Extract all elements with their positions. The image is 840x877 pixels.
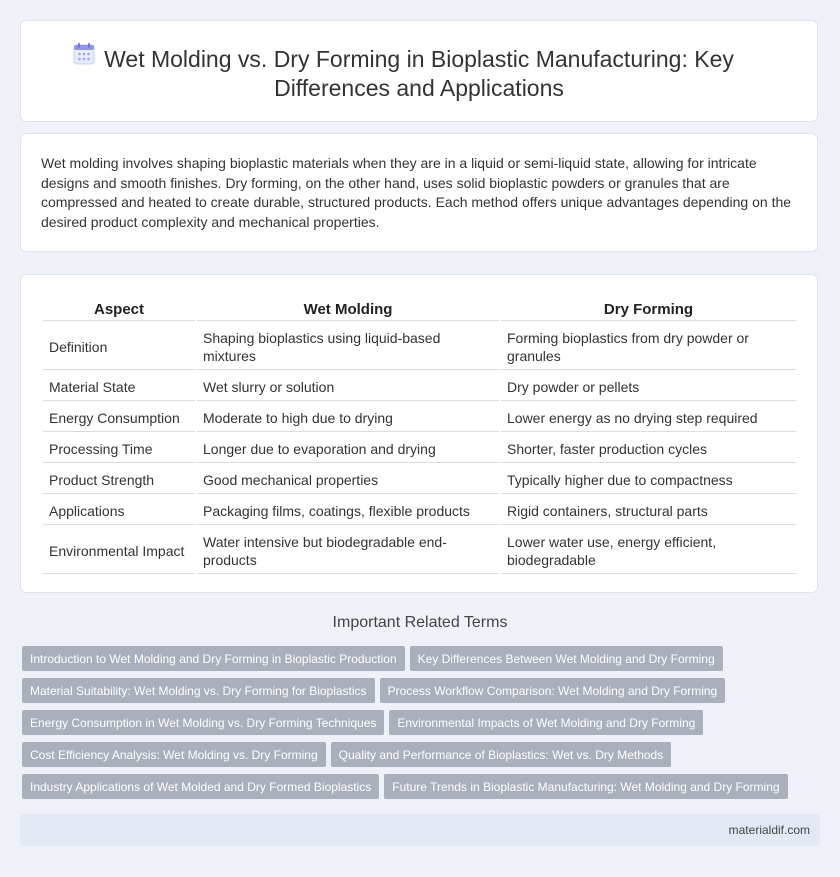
intro-card — [20, 133, 818, 252]
table-cell: Lower energy as no drying step required — [501, 403, 796, 432]
table-row — [43, 323, 796, 370]
related-term-tag[interactable]: Environmental Impacts of Wet Molding and Dry Forming — [389, 710, 703, 735]
table-cell: Typically higher due to compactness — [501, 465, 796, 494]
table-cell: Water intensive but biodegradable end-products — [197, 527, 499, 574]
table-cell: Wet slurry or solution — [197, 372, 499, 401]
table-cell: Rigid containers, structural parts — [501, 496, 796, 525]
table-cell: Definition — [43, 323, 195, 370]
table-cell: Lower water use, energy efficient, biodegradable — [501, 527, 796, 574]
related-terms-list — [22, 646, 822, 806]
header-dry-forming: Dry Forming — [501, 297, 796, 321]
related-term-tag[interactable]: Key Differences Between Wet Molding and Dry Forming — [410, 646, 723, 671]
table-cell: Packaging films, coatings, flexible products — [197, 496, 499, 525]
related-term-tag[interactable]: Process Workflow Comparison: Wet Molding and Dry Forming — [380, 678, 726, 703]
table-row — [43, 434, 796, 463]
table-row — [43, 496, 796, 525]
table-row — [43, 465, 796, 494]
table-cell: Longer due to evaporation and drying — [197, 434, 499, 463]
table-cell: Environmental Impact — [43, 527, 195, 574]
footer-site-link[interactable]: materialdif.com — [728, 823, 810, 837]
related-term-tag[interactable]: Future Trends in Bioplastic Manufacturing: Wet Molding and Dry Forming — [384, 774, 787, 799]
table-cell: Product Strength — [43, 465, 195, 494]
intro-paragraph: Wet molding involves shaping bioplastic materials when they are in a liquid or semi-liquid state, allowing for intricate designs and smooth finishes. Dry forming, on the other hand, uses solid bioplastic powders or granules that are compressed and heated to create durable, structured products. Each method offers unique advantages depending on the desired product complexity and mechanical properties. — [41, 155, 792, 230]
table-cell: Applications — [43, 496, 195, 525]
comparison-card — [20, 274, 818, 593]
table-cell: Good mechanical properties — [197, 465, 499, 494]
header-aspect: Aspect — [43, 297, 195, 321]
table-cell: Forming bioplastics from dry powder or granules — [501, 323, 796, 370]
related-term-tag[interactable]: Industry Applications of Wet Molded and Dry Formed Bioplastics — [22, 774, 379, 799]
table-cell: Shorter, faster production cycles — [501, 434, 796, 463]
related-term-tag[interactable]: Energy Consumption in Wet Molding vs. Dry Forming Techniques — [22, 710, 384, 735]
title-card — [20, 20, 818, 122]
footer — [20, 814, 820, 846]
table-cell: Processing Time — [43, 434, 195, 463]
related-term-tag[interactable]: Material Suitability: Wet Molding vs. Dry Forming for Bioplastics — [22, 678, 375, 703]
related-terms-heading: Important Related Terms — [332, 614, 508, 631]
related-term-tag[interactable]: Quality and Performance of Bioplastics: Wet vs. Dry Methods — [331, 742, 672, 767]
page-title: Wet Molding vs. Dry Forming in Bioplastic Manufacturing: Key Differences and Applications — [104, 46, 734, 101]
related-term-tag[interactable]: Cost Efficiency Analysis: Wet Molding vs. Dry Forming — [22, 742, 326, 767]
table-row — [43, 527, 796, 574]
table-cell: Material State — [43, 372, 195, 401]
table-row — [43, 403, 796, 432]
header-wet-molding: Wet Molding — [197, 297, 499, 321]
comparison-table — [41, 295, 798, 576]
table-header-row — [43, 297, 796, 321]
related-term-tag[interactable]: Introduction to Wet Molding and Dry Forming in Bioplastic Production — [22, 646, 405, 671]
table-cell: Shaping bioplastics using liquid-based mixtures — [197, 323, 499, 370]
table-cell: Energy Consumption — [43, 403, 195, 432]
table-cell: Moderate to high due to drying — [197, 403, 499, 432]
table-cell: Dry powder or pellets — [501, 372, 796, 401]
table-row — [43, 372, 796, 401]
